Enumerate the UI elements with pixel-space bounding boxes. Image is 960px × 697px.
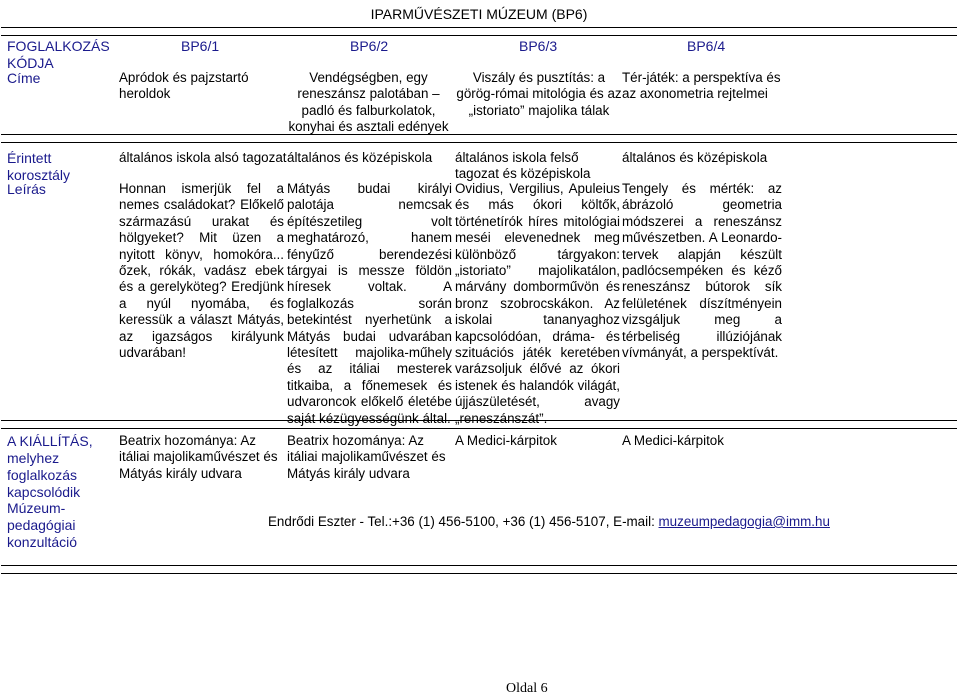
audience-bp6-3: általános iskola felső tagozat és középiskola <box>455 150 591 182</box>
description-bp6-1: Honnan ismerjük fel a nemes családokat? Előkelő származású urakat és hölgyeket? Mit üzen a nyitott könyv, homokóra... őzek, rókák, vadász ebek és a gerelyköteg? Eredjünk a nyúl nyomába, és keressük a választ Mátyás, az igazságos királyunk udvarában! <box>119 181 284 361</box>
name-bp6-1: Apródok és pajzstartó heroldok <box>119 70 249 102</box>
description-bp6-3: Ovidius, Vergilius, Apuleius és más ókori költők, történetírók híres mitológiai meséi elevenednek meg különböző tárgyakon: „istoriato” majolikatálon, márvány domborművön és bronz szobrocskákon. Az iskolai tananyaghoz kapcsolódóan, dráma- és szituációs játék keretében varázsoljuk élővé az ókori istenek és halandók világát, újjászületését, avagy „reneszánszát”. <box>455 181 620 426</box>
label-audience: Érintett korosztály <box>7 150 71 183</box>
description-bp6-2: Mátyás budai királyi palotája nemcsak építészetileg volt meghatározó, hanem fényűző berendezési tárgyai is messze földön híresek voltak. A foglalkozás során betekintést nyerhetünk a Mátyás budai udvarában létesített majolika-műhely és az itáliai mesterek titkaiba, a főnemesek és udvaroncok előkelő életébe saját kézügyességünk által. <box>287 181 452 426</box>
page-title: IPARMŰVÉSZETI MÚZEUM (BP6) <box>1 1 957 28</box>
label-description: Leírás <box>7 181 46 197</box>
description-bp6-4: Tengely és mérték: az ábrázoló geometria módszerei a reneszánsz művészetben. A Leonardo-tervek alapján készült padlócsempéken és kéző reneszánsz bútorok sík felületének díszítményein vizsgáljuk meg a térbeliség illúziójának vívmányát, a perspektívát. <box>622 181 782 361</box>
label-consult: Múzeum-pedagógiai konzultáció <box>7 500 78 550</box>
code-bp6-3: BP6/3 <box>519 38 558 54</box>
exhibition-bp6-1: Beatrix hozománya: Az itáliai majolikaművészet és Mátyás király udvara <box>119 433 278 481</box>
audience-bp6-2: általános és középiskola <box>287 150 433 165</box>
header-divider <box>1 27 957 36</box>
label-exhibition: A KIÁLLÍTÁS, melyhez foglalkozás kapcsolódik <box>7 433 93 500</box>
consult-email-link[interactable]: muzeumpedagogia@imm.hu <box>658 514 830 529</box>
label-code: FOGLALKOZÁS KÓDJA <box>7 38 110 71</box>
exhibition-bp6-3: A Medici-kárpitok <box>455 433 557 448</box>
consult-text: Endrődi Eszter - Tel.:+36 (1) 456-5100, +36 (1) 456-5107, E-mail: <box>268 514 659 529</box>
exhibition-bp6-2: Beatrix hozománya: Az itáliai majolikaművészet és Mátyás király udvara <box>287 433 446 481</box>
consult-contact <box>268 514 830 529</box>
page-number: Oldal 6 <box>506 681 548 696</box>
code-bp6-2: BP6/2 <box>350 38 389 54</box>
code-bp6-4: BP6/4 <box>687 38 726 54</box>
audience-bp6-4: általános és középiskola <box>622 150 768 165</box>
exhibition-bp6-4: A Medici-kárpitok <box>622 433 724 448</box>
code-bp6-1: BP6/1 <box>181 38 220 54</box>
label-name: Címe <box>7 70 41 86</box>
name-bp6-2: Vendégségben, egy reneszánsz palotában – padló és falburkolatok, konyhai és asztali edények <box>288 70 449 135</box>
section-divider-1 <box>1 134 957 143</box>
audience-bp6-1: általános iskola alsó tagozat <box>119 150 287 165</box>
name-bp6-3: Viszály és pusztítás: a görög-római mitológia és az „istoriato” majolika tálak <box>456 70 622 118</box>
section-divider-3 <box>1 565 957 574</box>
name-bp6-4: Tér-játék: a perspektíva és az axonometria rejtelmei <box>622 70 781 102</box>
